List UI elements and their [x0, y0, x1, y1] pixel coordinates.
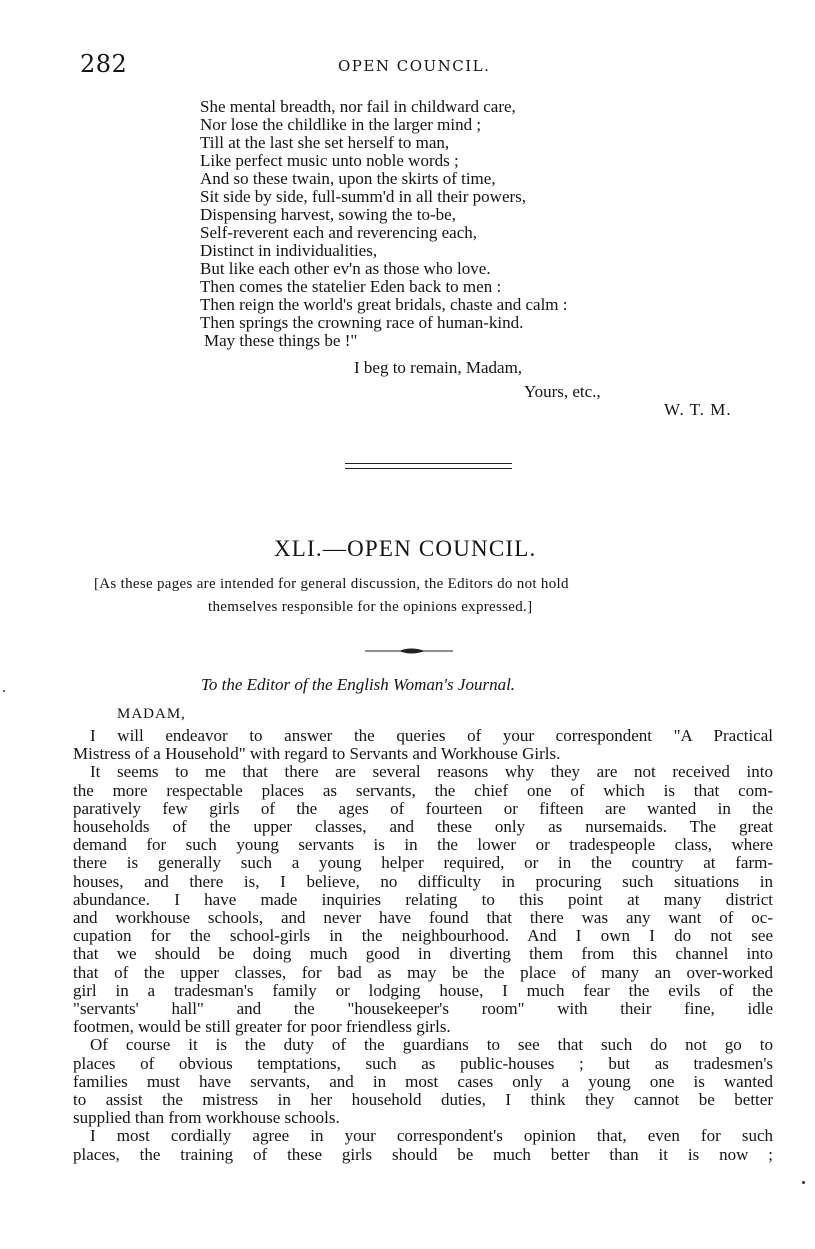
- letter-address: To the Editor of the English Woman's Journal.: [201, 675, 516, 694]
- poem-line: Like perfect music unto noble words ;: [200, 151, 459, 170]
- letter-salutation: MADAM,: [117, 706, 186, 722]
- poem-line: Then springs the crowning race of human-kind.: [200, 313, 524, 332]
- editorial-disclaimer-line: themselves responsible for the opinions expressed.]: [208, 599, 533, 615]
- letter-line: It seems to me that there are several reasons why they are not received into: [90, 762, 773, 782]
- poem-line: And so these twain, upon the skirts of time,: [200, 169, 496, 188]
- letter-line: households of the upper classes, and these only as nursemaids. The great: [73, 817, 773, 837]
- poem-stanza: [200, 98, 568, 350]
- closing-remark: I beg to remain, Madam,: [354, 358, 523, 377]
- letter-line: that of the upper classes, for bad as may be the place of many an over-worked: [73, 962, 773, 982]
- letter-line: there is generally such a young helper required, or in the country at farm-: [73, 853, 773, 873]
- letter-line: Mistress of a Household" with regard to Servants and Workhouse Girls.: [73, 744, 561, 764]
- letter-line: girl in a tradesman's family or lodging house, I much fear the evils of the: [73, 980, 773, 1000]
- ornament-divider-icon: [365, 646, 453, 656]
- letter-body: [73, 727, 773, 1164]
- letter-line: Of course it is the duty of the guardians to see that such do not go to: [90, 1035, 773, 1055]
- letter-line: I most cordially agree in your correspondent's opinion that, even for such: [90, 1126, 773, 1146]
- letter-line: places of obvious temptations, such as public-houses ; but as tradesmen's: [73, 1053, 773, 1073]
- letter-line: supplied than from workhouse schools.: [73, 1108, 340, 1128]
- letter-line: that we should be doing much good in diverting them from this channel into: [73, 944, 773, 964]
- ink-speck: [3, 690, 5, 692]
- letter-line: families must have servants, and in most cases only a young one is wanted: [73, 1071, 773, 1091]
- signature: W. T. M.: [664, 400, 732, 419]
- letter-line: footmen, would be still greater for poor friendless girls.: [73, 1017, 451, 1037]
- poem-line: Sit side by side, full-summ'd in all their powers,: [200, 187, 527, 206]
- poem-line: Then reign the world's great bridals, chaste and calm :: [200, 295, 568, 314]
- section-divider-rule: [345, 463, 512, 469]
- poem-line: May these things be !": [204, 331, 358, 350]
- poem-line: Distinct in individualities,: [200, 241, 378, 260]
- poem-line: She mental breadth, nor fail in childward care,: [200, 97, 516, 116]
- poem-line: Self-reverent each and reverencing each,: [200, 223, 478, 242]
- letter-line: and workhouse schools, and never have found that there was any want of oc-: [73, 908, 773, 928]
- letter-line: I will endeavor to answer the queries of your correspondent "A Practical: [90, 726, 773, 745]
- letter-line: cupation for the school-girls in the neighbourhood. And I own I do not see: [73, 926, 773, 946]
- poem-line: Then comes the statelier Eden back to men :: [200, 277, 502, 296]
- section-heading: XLI.—OPEN COUNCIL.: [274, 536, 537, 561]
- letter-line: to assist the mistress in her household duties, I think they cannot be better: [73, 1090, 773, 1110]
- letter-line: places, the training of these girls should be much better than it is now ;: [73, 1144, 773, 1164]
- poem-line: Dispensing harvest, sowing the to-be,: [200, 205, 456, 224]
- poem-line: Till at the last she set herself to man,: [200, 133, 450, 152]
- letter-line: abundance. I have made inquiries relating to this point at many district: [73, 889, 773, 909]
- page-number: 282: [80, 50, 128, 78]
- letter-line: paratively few girls of the ages of fourteen or fifteen are wanted in the: [73, 798, 773, 818]
- ink-speck: [802, 1181, 805, 1184]
- poem-line: But like each other ev'n as those who love.: [200, 259, 491, 278]
- closing-yours: Yours, etc.,: [524, 382, 601, 401]
- running-head: OPEN COUNCIL.: [338, 57, 491, 75]
- letter-line: "servants' hall" and the "housekeeper's room" with their fine, idle: [73, 999, 773, 1019]
- letter-line: the more respectable places as servants, the chief one of which is that com-: [73, 780, 773, 800]
- editorial-disclaimer-line: [As these pages are intended for general discussion, the Editors do not hold: [94, 576, 569, 592]
- letter-line: houses, and there is, I believe, no difficulty in procuring such situations in: [73, 871, 773, 891]
- letter-line: demand for such young servants is in the lower or tradespeople class, where: [73, 835, 773, 855]
- poem-line: Nor lose the childlike in the larger mind ;: [200, 115, 482, 134]
